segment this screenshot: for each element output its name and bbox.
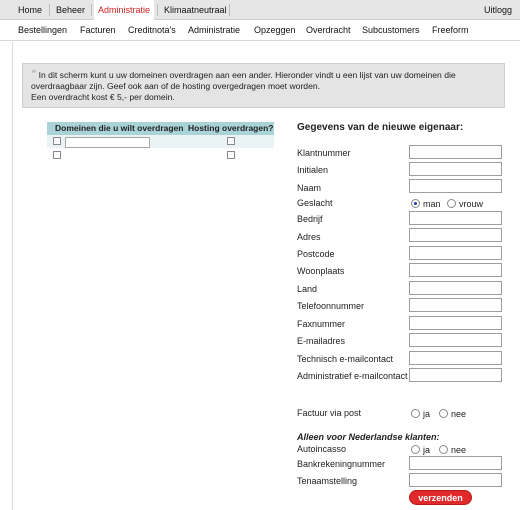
label-emailadres: E-mailadres: [297, 336, 346, 346]
info-line-3: Een overdracht kost € 5,- per domein.: [31, 92, 175, 102]
klantnummer-input[interactable]: [409, 145, 502, 159]
subnav-bestellingen[interactable]: Bestellingen: [18, 25, 68, 35]
topnav-separator: [157, 4, 158, 16]
topnav-separator: [91, 4, 92, 16]
content-left-border: [12, 42, 13, 510]
subnav-creditnotas[interactable]: Creditnota's: [128, 25, 176, 35]
label-technisch-email: Technisch e-mailcontact: [297, 354, 394, 364]
topnav-uitloggen[interactable]: Uitlogg: [484, 5, 513, 15]
label-adres: Adres: [297, 232, 321, 242]
label-initialen: Initialen: [297, 165, 329, 175]
subnav-administratie[interactable]: Administratie: [188, 25, 241, 35]
tenaamstelling-input[interactable]: [409, 473, 502, 487]
subnav-overdracht[interactable]: Overdracht: [306, 25, 351, 35]
column-hosting: Hosting overdragen?: [188, 123, 274, 133]
factuur-post-ja-label: ja: [423, 409, 431, 419]
emailadres-input[interactable]: [409, 333, 502, 347]
topnav-separator: [49, 4, 50, 16]
table-row: [47, 149, 274, 163]
sub-navigation: [0, 20, 520, 41]
subnav-freeform[interactable]: Freeform: [432, 25, 469, 35]
administratief-email-input[interactable]: [409, 368, 502, 382]
factuur-post-nee-label: nee: [451, 409, 467, 419]
label-administratief-email: Administratief e-mailcontact: [297, 371, 408, 381]
autoincasso-ja-radio[interactable]: [411, 445, 420, 454]
topnav-klimaatneutraal[interactable]: Klimaatneutraal: [164, 5, 227, 15]
gender-man-label: man: [423, 199, 441, 209]
label-land: Land: [297, 284, 318, 294]
domain-checkbox[interactable]: [53, 151, 61, 159]
label-faxnummer: Faxnummer: [297, 319, 346, 329]
top-navigation: [0, 0, 520, 20]
bankrekeningnummer-input[interactable]: [409, 456, 502, 470]
column-domain: Domeinen die u wilt overdragen: [55, 123, 184, 133]
hosting-checkbox[interactable]: [227, 151, 235, 159]
label-autoincasso: Autoincasso: [297, 444, 347, 454]
gender-vrouw-label: vrouw: [459, 199, 484, 209]
domain-checkbox[interactable]: [53, 137, 61, 145]
submit-button[interactable]: verzenden: [409, 490, 472, 505]
label-bankrekeningnummer: Bankrekeningnummer: [297, 459, 386, 469]
label-klantnummer: Klantnummer: [297, 148, 351, 158]
domain-name-field[interactable]: [65, 137, 150, 148]
factuur-post-nee-radio[interactable]: [439, 409, 448, 418]
initialen-input[interactable]: [409, 162, 502, 176]
subnav-opzeggen[interactable]: Opzeggen: [254, 25, 296, 35]
info-box: [22, 63, 505, 108]
topnav-home[interactable]: Home: [18, 5, 43, 15]
postcode-input[interactable]: [409, 246, 502, 260]
subnav-subcustomers[interactable]: Subcustomers: [362, 25, 420, 35]
naam-input[interactable]: [409, 179, 502, 193]
autoincasso-ja-label: ja: [423, 445, 431, 455]
hosting-checkbox[interactable]: [227, 137, 235, 145]
dutch-customers-note: Alleen voor Nederlandse klanten:: [297, 432, 440, 442]
info-line-2: overdraagbaar zijn. Geef ook aan of de hosting overgedragen moet worden.: [31, 81, 321, 91]
table-row: [47, 135, 274, 149]
domain-table: [47, 122, 274, 163]
woonplaats-input[interactable]: [409, 263, 502, 277]
quote-icon: “: [31, 68, 37, 81]
factuur-post-ja-radio[interactable]: [411, 409, 420, 418]
autoincasso-nee-radio[interactable]: [439, 445, 448, 454]
label-woonplaats: Woonplaats: [297, 266, 345, 276]
land-input[interactable]: [409, 281, 502, 295]
telefoonnummer-input[interactable]: [409, 298, 502, 312]
form-title: Gegevens van de nieuwe eigenaar:: [297, 122, 464, 133]
autoincasso-nee-label: nee: [451, 445, 467, 455]
label-tenaamstelling: Tenaamstelling: [297, 476, 358, 486]
label-geslacht: Geslacht: [297, 198, 333, 208]
faxnummer-input[interactable]: [409, 316, 502, 330]
bedrijf-input[interactable]: [409, 211, 502, 225]
topnav-beheer[interactable]: Beheer: [56, 5, 86, 15]
topnav-separator: [229, 4, 230, 16]
info-line-1: In dit scherm kunt u uw domeinen overdragen aan een ander. Hieronder vindt u een lijst van uw domeinen die: [38, 70, 456, 80]
label-factuur-via-post: Factuur via post: [297, 408, 362, 418]
gender-vrouw-radio[interactable]: [447, 199, 456, 208]
label-postcode: Postcode: [297, 249, 335, 259]
label-bedrijf: Bedrijf: [297, 214, 323, 224]
gender-man-radio[interactable]: [411, 199, 420, 208]
topnav-administratie[interactable]: Administratie: [94, 0, 154, 20]
technisch-email-input[interactable]: [409, 351, 502, 365]
label-telefoonnummer: Telefoonnummer: [297, 301, 365, 311]
label-naam: Naam: [297, 183, 322, 193]
domain-table-header: [47, 122, 274, 135]
adres-input[interactable]: [409, 228, 502, 242]
subnav-facturen[interactable]: Facturen: [80, 25, 116, 35]
